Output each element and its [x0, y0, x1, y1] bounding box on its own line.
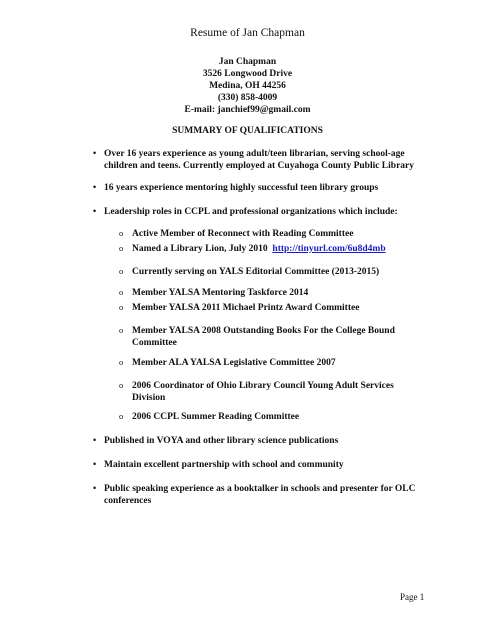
sub-list-item: 2006 CCPL Summer Reading Committee [132, 412, 300, 422]
sub-list-item: Member YALSA 2008 Outstanding Books For the College Bound Committee [132, 326, 395, 348]
sub-list-item: Currently serving on YALS Editorial Committee (2013-2015) [132, 267, 380, 277]
contact-email: E-mail: janchief99@gmail.com [184, 105, 311, 115]
list-item: Maintain excellent partnership with school and community [104, 460, 344, 470]
sub-list-item: Active Member of Reconnect with Reading Committee [132, 229, 354, 239]
page-number: Page 1 [400, 592, 425, 602]
sub-list-item [132, 243, 452, 255]
list-item: Public speaking experience as a booktalker in schools and presenter for OLC conferences [104, 484, 416, 506]
contact-phone: (330) 858-4009 [217, 93, 278, 103]
sub-bullet-marker: o [119, 302, 124, 312]
list-item: Published in VOYA and other library science publications [104, 436, 339, 446]
sub-list-item: Member YALSA 2011 Michael Printz Award Committee [132, 303, 360, 313]
bullet-marker: • [93, 459, 97, 469]
list-item: Over 16 years experience as young adult/teen librarian, serving school-age children and teens. Currently employed at Cuyahoga County Public Library [104, 149, 415, 171]
bullet-marker: • [93, 435, 97, 445]
section-heading: SUMMARY OF QUALIFICATIONS [172, 126, 323, 136]
bullet-marker: • [93, 206, 97, 216]
contact-street: 3526 Longwood Drive [202, 69, 293, 79]
sub-bullet-marker: o [119, 325, 124, 335]
sub-bullet-marker: o [119, 287, 124, 297]
page-title: Resume of Jan Chapman [190, 27, 305, 39]
contact-city: Medina, OH 44256 [209, 81, 286, 91]
sub-bullet-marker: o [119, 243, 124, 253]
sub-list-item-text: Named a Library Lion, July 2010 [132, 244, 268, 254]
list-item: Leadership roles in CCPL and professional organizations which include: [104, 207, 398, 217]
sub-list-item: Member YALSA Mentoring Taskforce 2014 [132, 288, 309, 298]
sub-list-item: Member ALA YALSA Legislative Committee 2007 [132, 358, 336, 368]
sub-bullet-marker: o [119, 266, 124, 276]
sub-bullet-marker: o [119, 357, 124, 367]
contact-name: Jan Chapman [218, 57, 277, 67]
list-item: 16 years experience mentoring highly successful teen library groups [104, 183, 379, 193]
bullet-marker: • [93, 182, 97, 192]
sub-list-item: 2006 Coordinator of Ohio Library Council Young Adult Services Division [132, 381, 394, 403]
contact-block [0, 56, 495, 116]
sub-bullet-marker: o [119, 228, 124, 238]
bullet-marker: • [93, 148, 97, 158]
bullet-marker: • [93, 483, 97, 493]
library-lion-link[interactable]: http://tinyurl.com/6u8d4mb [272, 244, 386, 254]
sub-bullet-marker: o [119, 380, 124, 390]
sub-bullet-marker: o [119, 411, 124, 421]
